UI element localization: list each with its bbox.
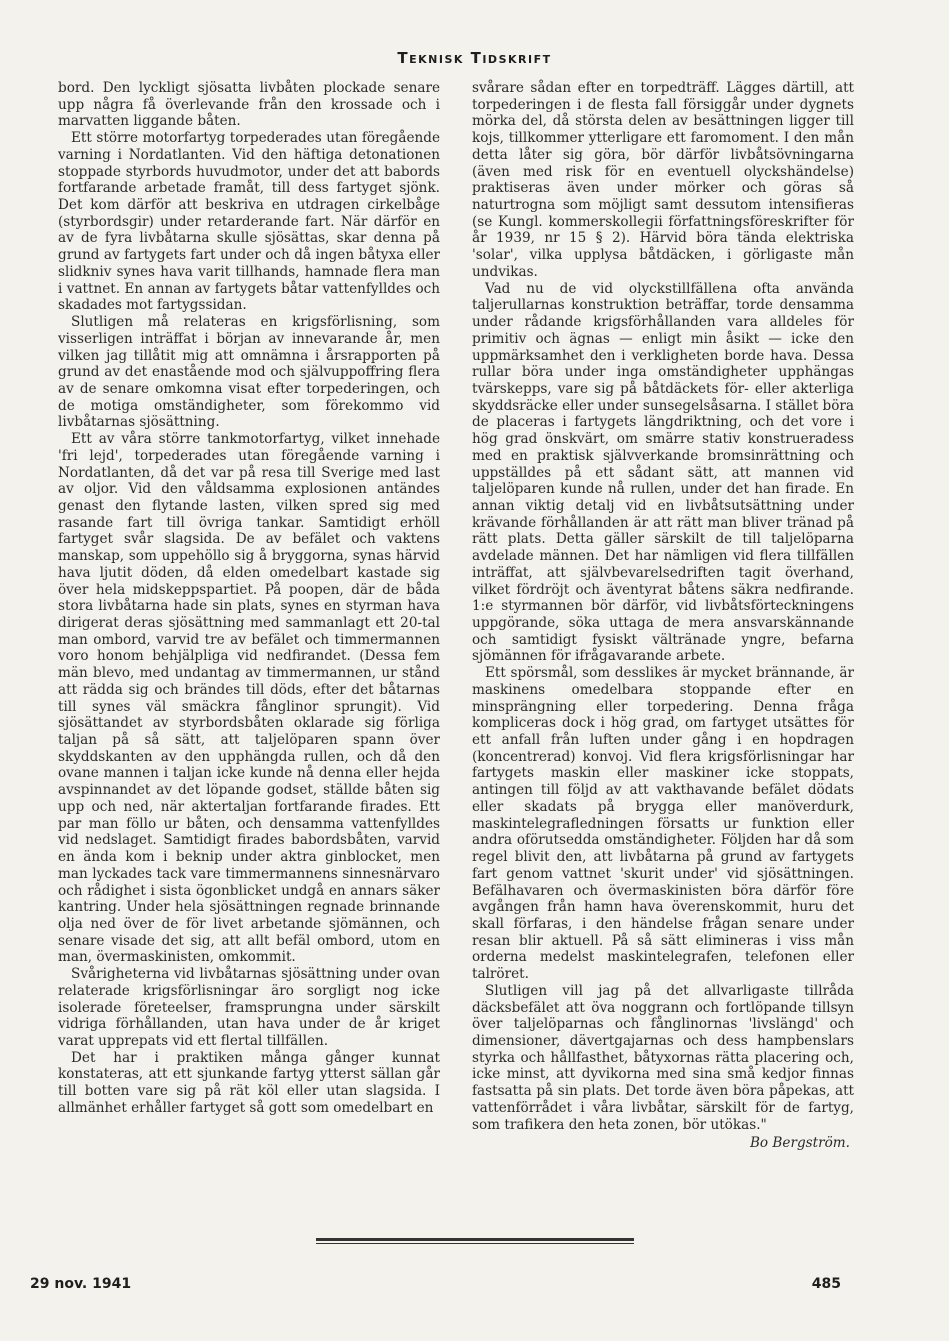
right-column: [472, 80, 854, 1152]
paragraph: Slutligen må relateras en krigsförlisning, som visserligen inträffat i början av innevarande år, men vilken jag tillåtit mig att omnämna i årsrapporten på grund av det enastående mod och självuppoffring flera av de senare omkomna visat efter torpederingen, och de motiga omständigheter, som förekommo vid livbåtarnas sjösättning.: [58, 314, 440, 431]
end-of-article-rule: [316, 1238, 634, 1241]
paragraph: Ett spörsmål, som desslikes är mycket brännande, är maskinens omedelbara stoppande efter en minsprängning eller torpedering. Denna fråga kompliceras dock i hög grad, om fartyget utsättes för ett anfall från luften under gång i en hopdragen (koncentrerad) konvoj. Vid flera krigsförlisningar har fartygets maskin eller maskiner icke stoppats, antingen till följd av att vakthavande befälet dödats eller skadats på brygga eller manöverdurk, maskintelegrafledningen försatts ur funktion eller andra oförutsedda omständigheter. Följden har då som regel blivit den, att livbåtarna på grund av fartygets fart genom vattnet 'skurit under' vid sjösättningen. Befälhavaren och övermaskinisten böra därför före avgången från hamn hava överenskommit, huru det skall förfaras, i den händelse frågan senare under resan blir aktuell. På så sätt elimineras i viss mån orderna medelst maskintelegrafen, telefonen eller talröret.: [472, 665, 854, 983]
paragraph: Svårigheterna vid livbåtarnas sjösättning under ovan relaterade krigsförlisningar äro sorgligt nog icke isolerade företeelser, framsprungna under särskilt vidriga förhållanden, utan hava under de år kriget varat upprepats vid ett flertal tillfällen.: [58, 966, 440, 1049]
paragraph: Ett större motorfartyg torpederades utan föregående varning i Nordatlanten. Vid den häftiga detonationen stoppade styrbords huvudmotor, under det att babords fortfarande arbetade framåt, till dess fartyget sjönk. Det kom därför att beskriva en utdragen cirkelbåge (styrbordsgir) under retarderande fart. När därför en av de fyra livbåtarna skulle sjösättas, skar denna på grund av fartygets fart under och då ingen båtyxa eller slidkniv synes hava varit tillhands, hamnade flera man i vattnet. En annan av fartygets båtar vattenfylldes och skadades mot fartygssidan.: [58, 130, 440, 314]
paragraph: bord. Den lyckligt sjösatta livbåten plockade senare upp några få överlevande från den krossade och i marvatten liggande båten.: [58, 80, 440, 130]
author-signature: Bo Bergström.: [749, 1135, 850, 1152]
journal-title: Teknisk Tidskrift: [397, 49, 552, 67]
issue-date: 29 nov. 1941: [30, 1276, 132, 1292]
journal-header: [0, 49, 949, 67]
left-column: [58, 80, 440, 1117]
page-number: 485: [811, 1276, 841, 1292]
paragraph: Slutligen vill jag på det allvarligaste tillråda däcksbefälet att öva noggrann och fortlöpande tillsyn över taljelöparnas och fånglinornas 'livslängd' och dimensioner, dävertgajarnas och dess hampbenslars styrka och hållfasthet, båtyxornas rätta placering och, icke minst, att dyvikorna med sina små kedjor finnas fastsatta på sin plats. Det torde även böra påpekas, att vattenförrådet i våra livbåtar, särskilt för de fartyg, som trafikera den heta zonen, bör utökas.": [472, 982, 854, 1133]
paragraph: svårare sådan efter en torpedträff. Lägges därtill, att torpederingen i de flesta fall försiggår under dygnets mörka del, då största delen av besättningen ligger till kojs, tillkommer ytterligare ett faromoment. I den mån detta låter sig göra, bör därför livbåtsövningarna (även med risk för en eventuell olyckshändelse) praktiseras även under mörker och göras så naturtrogna som möjligt samt dessutom intensifieras (se Kungl. kommerskollegii författningsföreskrifter för år 1939, nr 15 § 2). Härvid böra tända elektriska 'solar', vilka upplysa båtdäcken, i görligaste mån undvikas.: [472, 80, 854, 280]
paragraph: Vad nu de vid olyckstillfällena ofta använda taljerullarnas konstruktion beträffar, torde densamma under rådande krigsförhållanden vara alldeles för primitiv och ägnas — enligt min åsikt — icke den uppmärksamhet den i verkligheten borde hava. Dessa rullar böra under inga omständigheter upphängas tvärskepps, vare sig på båtdäckets för- eller akterliga skyddsräcke eller under sunsegelsåsarna. I stället böra de placeras i fartygets längdriktning, och det vore i hög grad önskvärt, om smärre stativ konstrueradess med en praktisk självverkande bromsinrättning och uppställdes på ett sådant sätt, att mannen vid taljelöparen kunde nå rullen, under det han firade. En annan viktig detalj vid en livbåtsutsättning under krävande förhållanden är att rätt man bliver tränad på rätt plats. Detta gäller särskilt de till taljelöparna avdelade männen. Det har nämligen vid flera tillfällen inträffat, att självbevarelsedriften tagit överhand, vilket fördröjt och äventyrat båtens säkra nedfirande. 1:e styrmannen bör därför, vid livbåtsförteckningens uppgörande, söka uttaga de mera ansvarskännande och samtidigt fysiskt vältränade yngre, befarna sjömännen för ifrågavarande arbete.: [472, 280, 854, 665]
paragraph: Ett av våra större tankmotorfartyg, vilket innehade 'fri lejd', torpederades utan föregående varning i Nordatlanten, då det var på resa till Sverige med last av oljor. Vid den våldsamma explosionen antändes genast den flytande lasten, vilken spred sig med rasande fart till övriga tankar. Samtidigt erhöll fartyget svår slagsida. De av befälet och vaktens manskap, som uppehöllo sig å bryggorna, synas härvid hava ljutit döden, då elden omedelbart kastade sig över hela midskeppspartiet. På poopen, där de båda stora livbåtarna hade sin plats, synes en styrman hava dirigerat deras sjösättning med sammanlagt ett 20-tal man ombord, varvid tre av befälet och timmermannen voro honom behjälpliga vid nedfirandet. (Dessa fem män blevo, med undantag av timmermannen, ur stånd att rädda sig och brändes till döds, efter det båtarnas till synes väl smäckra fånglinor sprungit). Vid sjösättandet av styrbordsbåten oklarade sig förliga taljan på så sätt, att taljelöparen spann över skyddskanten av den upphängda rullen, och då den ovane mannen i taljan icke kunde nå denna eller hejda avspinnandet av det löpande godset, ställde båten sig upp och ned, när aktertaljan fortfarande firades. Ett par man föllo ur båten, och densamma vattenfylldes vid nedslaget. Samtidigt firades babordsbåten, varvid en ända kom i beknip under aktra ginblocket, men man lyckades tack vare timmermannens sinnesnärvaro och rådighet i sista ögonblicket undgå en annars säker kantring. Under hela sjösättningen regnade brinnande olja ned över de för livet arbetande sjömännen, och senare visade det sig, att allt befäl ombord, utom en man, övermaskinisten, omkommit.: [58, 431, 440, 966]
paragraph: Det har i praktiken många gånger kunnat konstateras, att ett sjunkande fartyg ytterst sällan går till botten vare sig på rät köl eller utan slagsida. I allmänhet erhåller fartyget så gott som omedelbart en: [58, 1049, 440, 1116]
